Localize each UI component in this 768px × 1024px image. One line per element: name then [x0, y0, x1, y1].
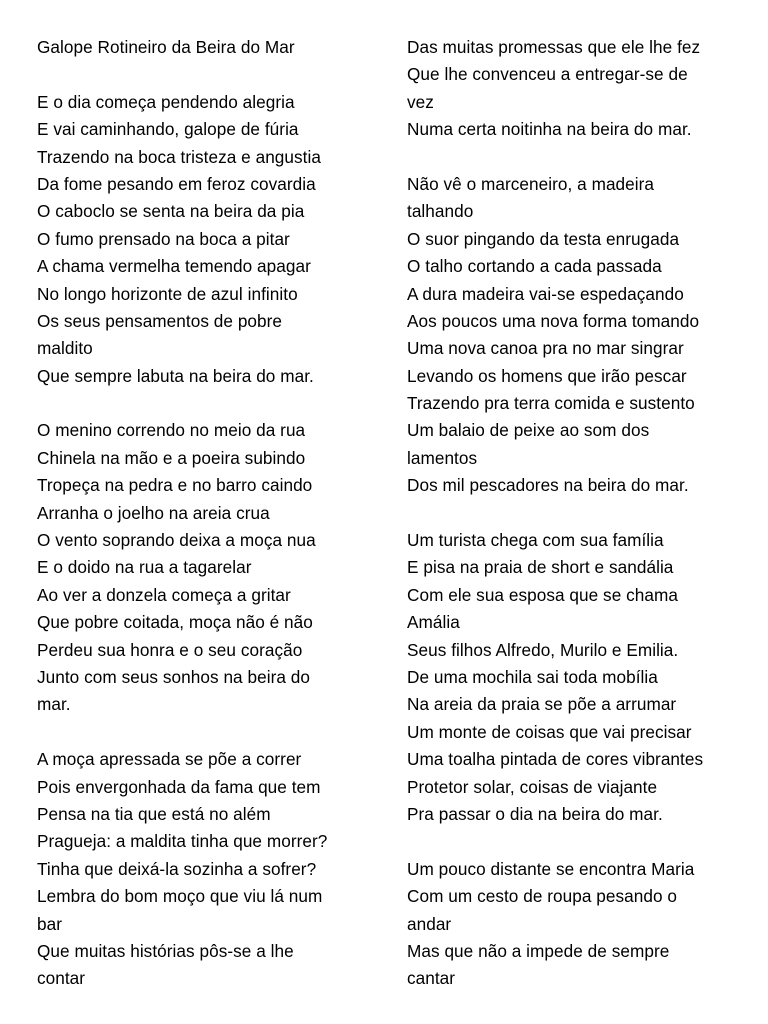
text-line: Seus filhos Alfredo, Murilo e Emilia.	[407, 639, 679, 660]
text-line: O menino correndo no meio da rua	[37, 420, 306, 441]
right-text-column	[407, 34, 737, 993]
text-line: Um monte de coisas que vai precisar	[407, 721, 692, 742]
text-line: mar.	[37, 694, 71, 715]
text-line: Um pouco distante se encontra Maria	[407, 858, 695, 879]
text-line: Os seus pensamentos de pobre	[37, 310, 283, 331]
text-line: Pra passar o dia na beira do mar.	[407, 803, 663, 824]
stanza-gap	[407, 828, 737, 855]
text-line: Amália	[407, 612, 460, 633]
text-line: No longo horizonte de azul infinito	[37, 283, 298, 304]
text-line: bar	[37, 913, 62, 934]
stanza-gap	[37, 61, 367, 88]
text-line: Arranha o joelho na areia crua	[37, 502, 270, 523]
text-line: O talho cortando a cada passada	[407, 256, 662, 277]
text-line: talhando	[407, 201, 474, 222]
text-line: O fumo prensado na boca a pitar	[37, 228, 290, 249]
text-line: Que sempre labuta na beira do mar.	[37, 365, 314, 386]
text-line: Pois envergonhada da fama que tem	[37, 776, 321, 797]
text-line: Dos mil pescadores na beira do mar.	[407, 475, 689, 496]
text-line: andar	[407, 913, 452, 934]
text-line: contar	[37, 968, 86, 989]
text-line: Lembra do bom moço que viu lá num	[37, 886, 323, 907]
text-line: Mas que não a impede de sempre	[407, 940, 670, 961]
text-line: Ao ver a donzela começa a gritar	[37, 584, 291, 605]
text-line: lamentos	[407, 447, 478, 468]
text-line: E vai caminhando, galope de fúria	[37, 119, 299, 140]
stanza-gap	[37, 390, 367, 417]
text-line: Que muitas histórias pôs-se a lhe	[37, 940, 294, 961]
poem-title: Galope Rotineiro da Beira do Mar	[37, 37, 295, 57]
stanza-gap	[407, 144, 737, 171]
text-line: E o dia começa pendendo alegria	[37, 91, 295, 112]
text-line: Aos poucos uma nova forma tomando	[407, 310, 700, 331]
stanza-gap	[37, 719, 367, 746]
text-line: O vento soprando deixa a moça nua	[37, 530, 316, 551]
text-line: A moça apressada se põe a correr	[37, 749, 302, 770]
document-page	[0, 34, 768, 1014]
text-line: Trazendo na boca tristeza e angustia	[37, 146, 321, 167]
text-line: Levando os homens que irão pescar	[407, 365, 687, 386]
text-line: Junto com seus sonhos na beira do	[37, 666, 310, 687]
text-line: Das muitas promessas que ele lhe fez	[407, 37, 701, 57]
text-line: Com um cesto de roupa pesando o	[407, 886, 678, 907]
text-line: Numa certa noitinha na beira do mar.	[407, 119, 692, 140]
text-line: Um turista chega com sua família	[407, 530, 664, 551]
stanza-gap	[407, 500, 737, 527]
text-line: Que pobre coitada, moça não é não	[37, 612, 313, 633]
text-line: Que lhe convenceu a entregar-se de	[407, 64, 688, 85]
text-line: Pragueja: a maldita tinha que morrer?	[37, 831, 328, 852]
text-line: Chinela na mão e a poeira subindo	[37, 447, 306, 468]
text-line: E pisa na praia de short e sandália	[407, 557, 674, 578]
text-line: Tropeça na pedra e no barro caindo	[37, 475, 313, 496]
text-line: Na areia da praia se põe a arrumar	[407, 694, 677, 715]
left-text-column	[37, 34, 367, 993]
text-line: vez	[407, 91, 434, 112]
text-line: Da fome pesando em feroz covardia	[37, 173, 316, 194]
text-line: Tinha que deixá-la sozinha a sofrer?	[37, 858, 317, 879]
text-line: Uma toalha pintada de cores vibrantes	[407, 749, 704, 770]
text-line: A dura madeira vai-se espedaçando	[407, 283, 684, 304]
text-line: Perdeu sua honra e o seu coração	[37, 639, 303, 660]
text-line: Trazendo pra terra comida e sustento	[407, 393, 695, 414]
text-line: De uma mochila sai toda mobília	[407, 666, 658, 687]
text-line: O suor pingando da testa enrugada	[407, 228, 680, 249]
text-line: Com ele sua esposa que se chama	[407, 584, 678, 605]
text-line: A chama vermelha temendo apagar	[37, 256, 311, 277]
text-line: Um balaio de peixe ao som dos	[407, 420, 650, 441]
text-line: Não vê o marceneiro, a madeira	[407, 173, 655, 194]
text-line: cantar	[407, 968, 456, 989]
text-line: Uma nova canoa pra no mar singrar	[407, 338, 684, 359]
text-line: maldito	[37, 338, 93, 359]
text-line: O caboclo se senta na beira da pia	[37, 201, 305, 222]
text-line: Protetor solar, coisas de viajante	[407, 776, 658, 797]
text-line: E o doido na rua a tagarelar	[37, 557, 252, 578]
text-line: Pensa na tia que está no além	[37, 803, 271, 824]
